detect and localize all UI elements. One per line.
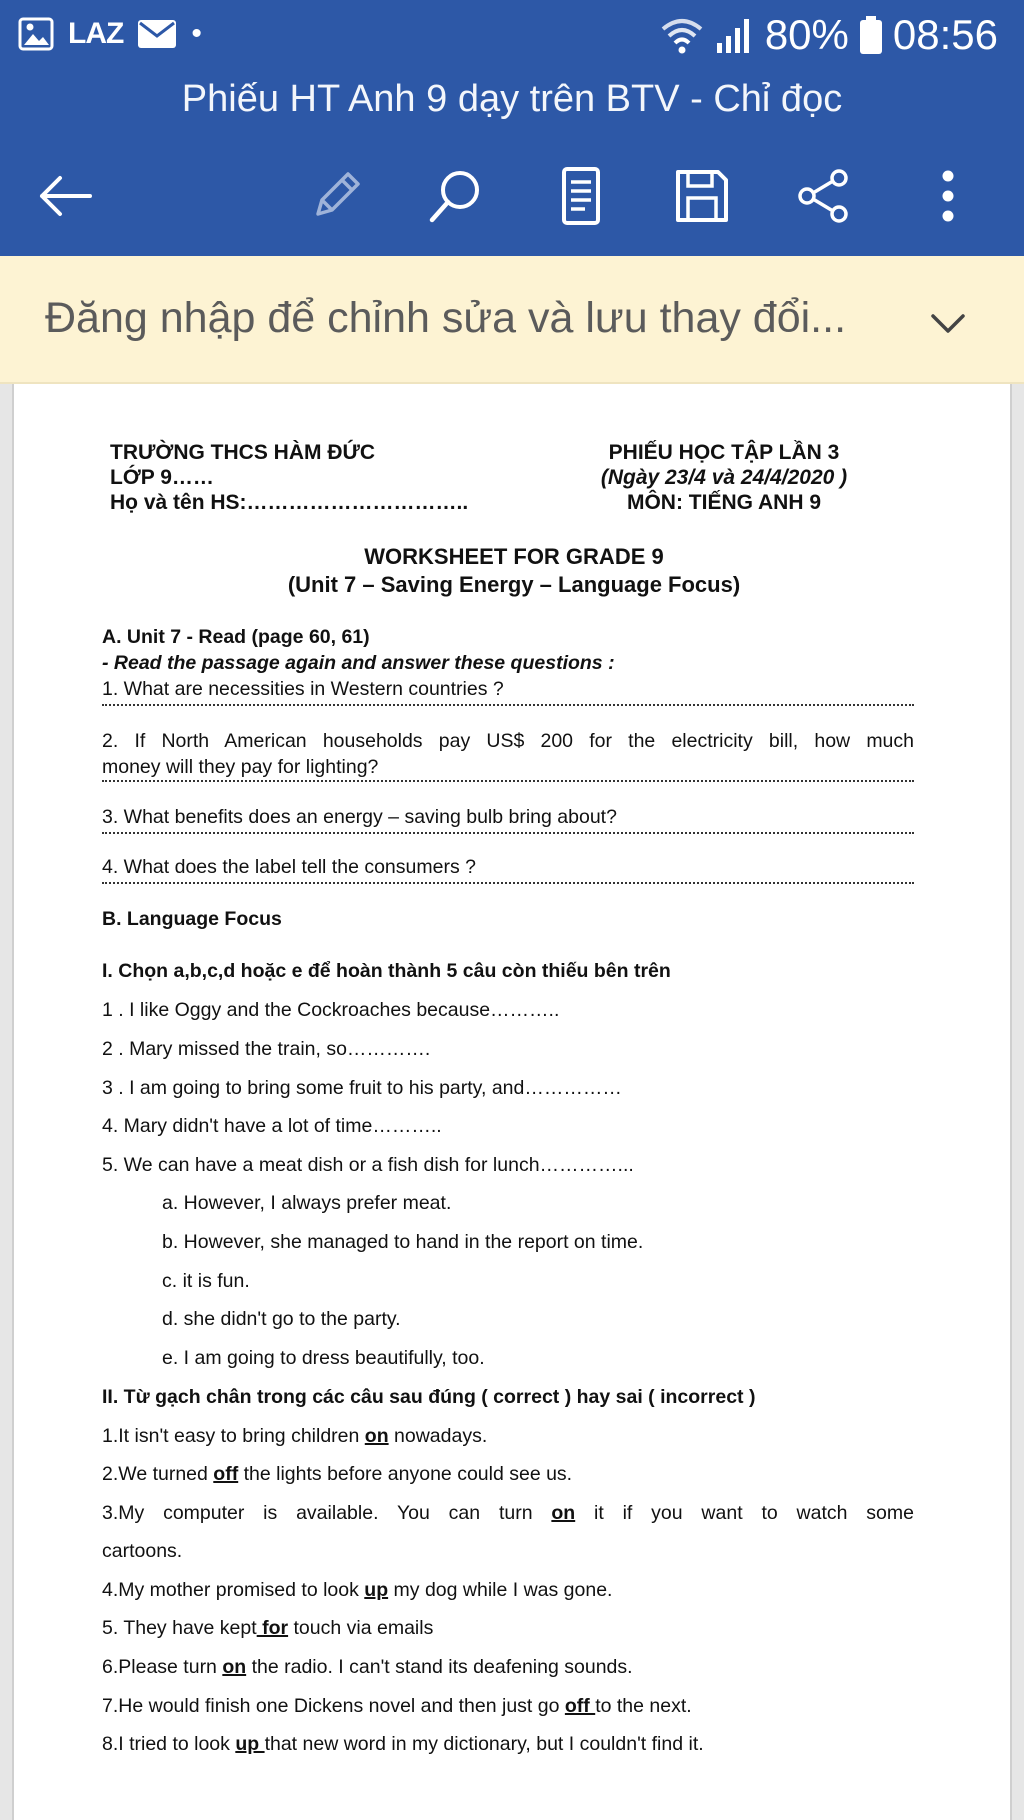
- part-2-text: that new word in my dictionary, but I couldn't find it.: [264, 1733, 704, 1755]
- subject-label: MÔN: TIẾNG ANH 9: [626, 491, 822, 514]
- wifi-icon: [659, 15, 705, 55]
- worksheet-title: WORKSHEET FOR GRADE 9: [364, 544, 664, 569]
- part-2-text: nowadays.: [388, 1425, 488, 1447]
- status-bar: [0, 0, 1024, 70]
- underlined-word: up: [235, 1733, 265, 1755]
- answer-line-1: [102, 702, 914, 706]
- class-label: LỚP 9……: [110, 466, 214, 489]
- share-button[interactable]: [787, 160, 859, 232]
- part-1-option: c. it is fun.: [162, 1270, 250, 1292]
- part-2-text: 7.He would finish one Dickens novel and then just go: [102, 1695, 565, 1717]
- part-2-item-continued: [102, 1538, 914, 1564]
- part-2-text: 3.My computer is available. You can turn: [102, 1502, 552, 1524]
- chevron-down-icon: [930, 313, 966, 335]
- back-arrow-icon: [36, 174, 92, 218]
- underlined-word: for: [256, 1617, 289, 1639]
- share-icon: [795, 168, 851, 224]
- reading-view-button[interactable]: [545, 160, 617, 232]
- underlined-word: on: [551, 1502, 576, 1524]
- part-2-text: 2.We turned: [102, 1463, 214, 1485]
- question-2-continued: money will they pay for lighting?: [102, 756, 379, 778]
- answer-line-2: [102, 778, 914, 782]
- notification-dot-icon: •: [191, 17, 202, 50]
- part-2-heading: II. Từ gạch chân trong các câu sau đúng ( correct ) hay sai ( incorrect ): [102, 1386, 756, 1408]
- part-2-item: [102, 1731, 914, 1757]
- signal-icon: [715, 15, 755, 55]
- part-2-text: 1.It isn't easy to bring children: [102, 1425, 365, 1447]
- reading-view-icon: [559, 166, 603, 226]
- part-1-option: d. she didn't go to the party.: [162, 1308, 401, 1330]
- battery-percent: 80%: [764, 11, 849, 58]
- question-3: 3. What benefits does an energy – saving bulb bring about?: [102, 806, 617, 828]
- part-1-option: b. However, she managed to hand in the report on time.: [162, 1231, 644, 1253]
- document-title: Phiếu HT Anh 9 dạy trên BTV - Chỉ đọc: [181, 78, 843, 120]
- section-a-instruction: - Read the passage again and answer these questions :: [102, 652, 615, 674]
- part-2-item: [102, 1577, 914, 1603]
- school-name: TRƯỜNG THCS HÀM ĐỨC: [110, 441, 376, 464]
- part-1-item: 1 . I like Oggy and the Cockroaches because………..: [102, 999, 560, 1021]
- part-2-item: [102, 1500, 914, 1526]
- document-page: [12, 384, 1012, 1820]
- part-2-text: it if you want to watch some: [575, 1502, 914, 1524]
- battery-icon: [859, 15, 883, 55]
- underlined-word: on: [364, 1425, 389, 1447]
- part-2-item: [102, 1423, 914, 1449]
- part-1-item: 3 . I am going to bring some fruit to his party, and……………: [102, 1077, 622, 1099]
- save-button[interactable]: [666, 160, 738, 232]
- part-2-text: 8.I tried to look: [102, 1733, 236, 1755]
- question-4: 4. What does the label tell the consumers ?: [102, 856, 476, 878]
- underlined-word: off: [564, 1695, 596, 1717]
- underlined-word: on: [222, 1656, 247, 1678]
- search-icon: [426, 166, 486, 226]
- carrier-label: LAZ: [68, 17, 124, 50]
- underlined-word: up: [364, 1579, 389, 1601]
- part-2-text: 5. They have kept: [102, 1617, 257, 1639]
- section-a-heading: A. Unit 7 - Read (page 60, 61): [102, 626, 370, 648]
- answer-line-4: [102, 880, 914, 884]
- sign-in-banner[interactable]: [0, 256, 1024, 384]
- app-bar: [0, 70, 1024, 256]
- more-options-button[interactable]: [912, 160, 984, 232]
- part-1-option: a. However, I always prefer meat.: [162, 1192, 452, 1214]
- part-1-heading: I. Chọn a,b,c,d hoặc e để hoàn thành 5 câu còn thiếu bên trên: [102, 960, 671, 982]
- clock: 08:56: [892, 11, 998, 58]
- part-2-text: cartoons.: [102, 1540, 183, 1562]
- part-2-item: [102, 1615, 914, 1641]
- worksheet-date: (Ngày 23/4 và 24/4/2020 ): [600, 466, 848, 489]
- answer-line-3: [102, 830, 914, 834]
- part-2-item: [102, 1654, 914, 1680]
- edit-button[interactable]: [300, 160, 372, 232]
- part-1-item: 5. We can have a meat dish or a fish dish for lunch…………...: [102, 1154, 634, 1176]
- part-2-text: the radio. I can't stand its deafening sounds.: [246, 1656, 633, 1678]
- back-button[interactable]: [28, 160, 100, 232]
- part-2-text: my dog while I was gone.: [388, 1579, 613, 1601]
- mail-icon: [137, 18, 177, 50]
- image-icon: [18, 17, 54, 51]
- student-name-label: Họ và tên HS:…………………………..: [110, 491, 469, 514]
- school-header: [110, 440, 468, 515]
- question-1: 1. What are necessities in Western countries ?: [102, 678, 504, 700]
- sign-in-banner-text: Đăng nhập để chỉnh sửa và lưu thay đổi...: [45, 294, 847, 342]
- pencil-icon: [308, 168, 364, 224]
- more-icon: [938, 168, 958, 224]
- worksheet-header: [574, 440, 874, 515]
- save-icon: [674, 168, 730, 224]
- part-1-item: 4. Mary didn't have a lot of time………..: [102, 1115, 442, 1137]
- section-b-heading: B. Language Focus: [102, 908, 282, 930]
- worksheet-number: PHIẾU HỌC TẬP LẦN 3: [608, 441, 840, 464]
- part-2-text: the lights before anyone could see us.: [238, 1463, 573, 1485]
- part-2-item: [102, 1461, 914, 1487]
- part-1-option: e. I am going to dress beautifully, too.: [162, 1347, 485, 1369]
- part-2-text: to the next.: [595, 1695, 692, 1717]
- document-viewer[interactable]: [0, 384, 1024, 1820]
- banner-expand-button[interactable]: [920, 296, 976, 352]
- search-button[interactable]: [420, 160, 492, 232]
- part-2-text: touch via emails: [288, 1617, 434, 1639]
- underlined-word: off: [213, 1463, 239, 1485]
- question-2: 2. If North American households pay US$ 200 for the electricity bill, how much: [102, 730, 914, 752]
- part-2-item: [102, 1693, 914, 1719]
- part-1-item: 2 . Mary missed the train, so………….: [102, 1038, 431, 1060]
- worksheet-subtitle: (Unit 7 – Saving Energy – Language Focus): [287, 572, 741, 597]
- part-2-text: 4.My mother promised to look: [102, 1579, 365, 1601]
- part-2-text: 6.Please turn: [102, 1656, 223, 1678]
